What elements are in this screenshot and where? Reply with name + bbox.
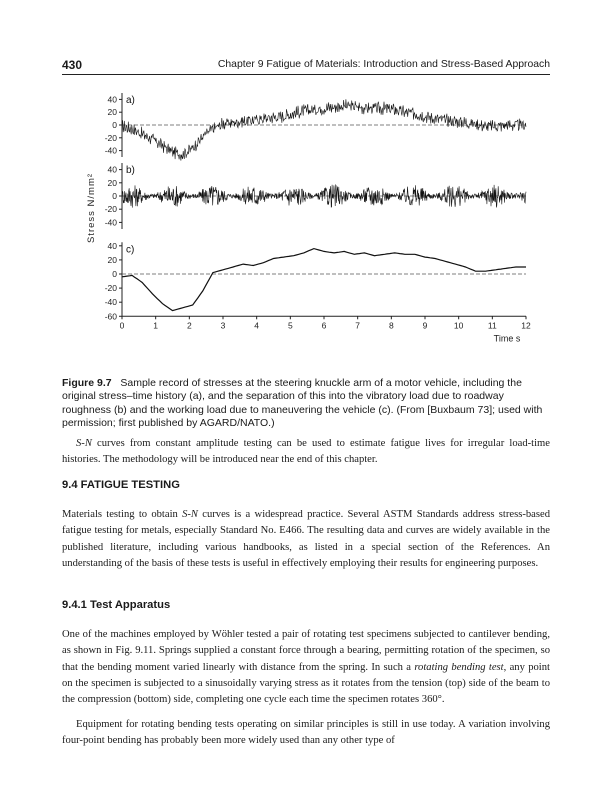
series-line — [122, 99, 526, 160]
figure-caption-text: Sample record of stresses at the steering knuckle arm of a motor vehicle, including the original stress–time history (a), and the separation of this into the vibratory load due to roadway roughness (b) and the working load due to maneuvering the vehicle (c). (From [Buxbaum 73]; used with permission; first published by AGARD/NATO.) — [62, 377, 543, 430]
y-tick-label: 0 — [112, 191, 117, 201]
paragraph-sn-curves — [62, 436, 550, 469]
figure-caption-label: Figure 9.7 — [62, 377, 112, 389]
panel-a — [105, 93, 526, 161]
y-tick-label: -40 — [104, 297, 117, 308]
y-tick-label: 20 — [107, 177, 117, 188]
x-tick-label: 4 — [254, 320, 260, 331]
x-tick-label: 3 — [220, 320, 226, 331]
y-tick-label: -20 — [104, 283, 117, 294]
y-tick-label: 40 — [107, 94, 117, 105]
x-tick-label: 9 — [422, 320, 428, 331]
paragraph-text: Equipment for rotating bending tests operating on similar principles is still in use today. A variation involving four-point bending has probably been more widely used than any other type of — [62, 719, 550, 747]
x-tick-label: 7 — [355, 320, 361, 331]
x-tick-label: 11 — [487, 320, 497, 331]
y-tick-label: -20 — [104, 132, 117, 143]
x-tick-label: 6 — [321, 320, 327, 331]
panel-label: b) — [126, 165, 135, 176]
y-axis-label: Stress N/mm² — [86, 172, 97, 244]
figure-9-7-chart — [60, 86, 540, 356]
paragraph-text: S-N curves from constant amplitude testing can be used to estimate fatigue lives for irregular load-time histories. The methodology will be introduced near the end of this chapter. — [62, 438, 550, 466]
y-tick-label: 0 — [112, 120, 117, 130]
x-tick-label: 8 — [388, 320, 394, 331]
paragraph-materials-testing — [62, 507, 550, 572]
x-tick-label: 0 — [119, 320, 125, 331]
y-tick-label: -60 — [104, 311, 117, 322]
panel-c — [105, 241, 526, 321]
x-tick-label: 5 — [287, 320, 293, 331]
x-axis-label: Time s — [493, 333, 521, 344]
y-tick-label: -40 — [104, 145, 117, 156]
paragraph-text: Materials testing to obtain S-N curves is a widespread practice. Several ASTM Standards address stress-based fatigue testing for metals, especially Standard No. E466. The resulting data and curves are widely available in the published literature, including various handbooks, as listed in a special section of the References. An understanding of the basis of these tests is useful in effectively employing their results for engineering purposes. — [62, 509, 550, 569]
paragraph-wohler-machine — [62, 627, 550, 708]
series-line — [122, 249, 526, 311]
y-tick-label: 20 — [107, 107, 117, 118]
y-tick-label: -20 — [104, 204, 117, 215]
y-tick-label: -40 — [104, 217, 117, 228]
x-axis-group — [120, 316, 531, 343]
paragraph-text: One of the machines employed by Wöhler tested a pair of rotating test specimens subjected to cantilever bending, as shown in Fig. 9.11. Springs supplied a constant force through a bearing, permitting rotation of the specimen, so that the bending moment varied linearly with distance from the spring. In such a rotating bending test, any point on the specimen is subjected to a sinusoidally varying stress as it rotates from the tension (top) side of the beam to the compression (bottom) side, completing one cycle each time the specimen rotates 360°. — [62, 629, 550, 706]
panel-label: a) — [126, 95, 135, 106]
figure-caption — [62, 377, 550, 431]
x-tick-label: 12 — [521, 320, 531, 331]
y-tick-label: 0 — [112, 269, 117, 279]
running-header — [62, 58, 550, 75]
section-heading-9-4-1: 9.4.1 Test Apparatus — [62, 599, 171, 611]
section-heading-9-4: 9.4 FATIGUE TESTING — [62, 479, 180, 491]
y-tick-label: 40 — [107, 240, 117, 251]
running-title: Chapter 9 Fatigue of Materials: Introduction and Stress-Based Approach — [217, 59, 550, 70]
y-tick-label: 40 — [107, 164, 117, 175]
x-tick-label: 1 — [153, 320, 159, 331]
x-tick-label: 10 — [453, 320, 464, 331]
paragraph-rotating-bending — [62, 717, 550, 750]
page-number: 430 — [62, 58, 83, 72]
panel-label: c) — [126, 244, 135, 256]
y-tick-label: 20 — [107, 254, 117, 265]
x-tick-label: 2 — [186, 320, 192, 331]
panel-b — [105, 163, 526, 229]
